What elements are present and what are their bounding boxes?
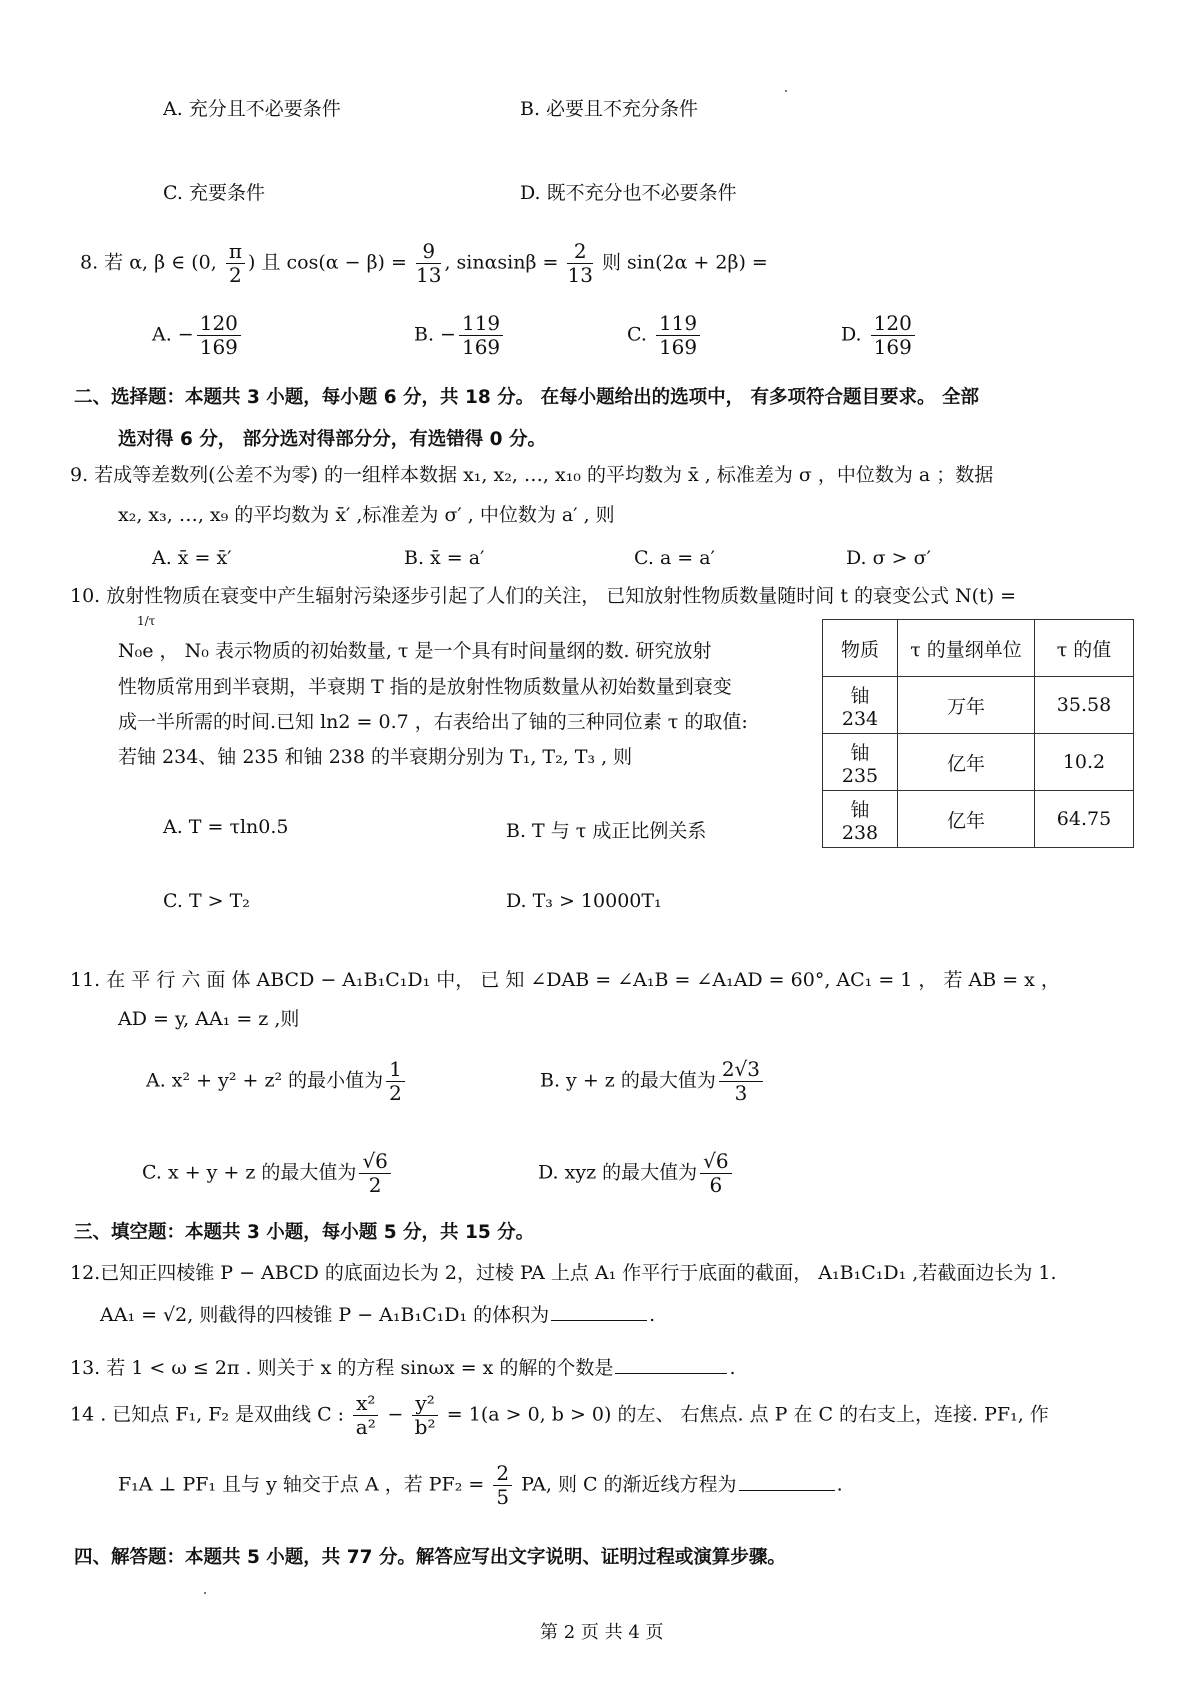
question-10-line5: 若铀 234、铀 235 和铀 238 的半衰期分别为 T₁, T₂, T₃ , 则 bbox=[118, 746, 633, 768]
table-cell: 64.75 bbox=[1035, 791, 1134, 848]
table-cell: 亿年 bbox=[898, 734, 1035, 791]
q9-option-c: C. a = a′ bbox=[634, 547, 715, 569]
pi-over-2: $\frac{\pi}{2}$ bbox=[226, 240, 245, 287]
q7-option-b: B. 必要且不充分条件 bbox=[520, 98, 699, 120]
q8-option-a: A. − $\frac{120}{169}$ bbox=[152, 312, 244, 359]
q11-option-c: C. x + y + z 的最大值为 $\frac{√6}{2}$ bbox=[142, 1150, 394, 1197]
q10-option-c: C. T > T₂ bbox=[163, 890, 250, 912]
q9-option-b: B. x̄ = a′ bbox=[404, 547, 485, 569]
question-10-line1: 10. 放射性物质在衰变中产生辐射污染逐步引起了人们的关注， 已知放射性物质数量随时间 t 的衰变公式 N(t) = bbox=[70, 585, 1017, 607]
scan-speck bbox=[785, 90, 787, 92]
table-cell: 万年 bbox=[898, 677, 1035, 734]
table-header: τ 的值 bbox=[1035, 620, 1134, 677]
answer-blank bbox=[739, 1472, 835, 1491]
q9-option-a: A. x̄ = x̄′ bbox=[152, 547, 232, 569]
section-2-heading-line1: 二、选择题：本题共 3 小题，每小题 6 分，共 18 分。 在每小题给出的选项中， 有多项符合题目要求。 全部 bbox=[74, 387, 979, 408]
fraction-2-13: $\frac{2}{13}$ bbox=[567, 239, 593, 287]
table-cell: 35.58 bbox=[1035, 677, 1134, 734]
table-cell: 亿年 bbox=[898, 791, 1035, 848]
q7-option-c: C. 充要条件 bbox=[163, 182, 265, 204]
table-row bbox=[823, 677, 1134, 734]
table-row bbox=[823, 734, 1134, 791]
table-row bbox=[823, 791, 1134, 848]
question-14-line2: F₁A ⊥ PF₁ 且与 y 轴交于点 A ，若 PF₂ = $\frac{2}{5}$ PA, 则 C 的渐近线方程为 . bbox=[118, 1461, 843, 1509]
q8-option-d: D. $\frac{120}{169}$ bbox=[841, 312, 918, 359]
question-12-line2: AA₁ = √2, 则截得的四棱锥 P − A₁B₁C₁D₁ 的体积为 . bbox=[100, 1304, 656, 1326]
table-cell: 铀 234 bbox=[823, 677, 898, 734]
question-8-stem: 8. 若 α, β ∈ (0, $\frac{\pi}{2}$ ) 且 cos(α − β) = $\frac{9}{13}$ , sinαsinβ = $\frac{2}{13}$ 则 sin(2α + 2β) = bbox=[80, 239, 768, 287]
table-cell: 10.2 bbox=[1035, 734, 1134, 791]
q10-option-a: A. T = τln0.5 bbox=[163, 816, 289, 838]
q10-option-b: B. T 与 τ 成正比例关系 bbox=[506, 820, 707, 842]
question-9-line2: x₂, x₃, …, x₉ 的平均数为 x̄′ ,标准差为 σ′ , 中位数为 a′ , 则 bbox=[118, 504, 615, 526]
page-footer: 第 2 页 共 4 页 bbox=[540, 1622, 664, 1643]
q8-option-c: C. $\frac{119}{169}$ bbox=[627, 312, 703, 359]
question-13: 13. 若 1 < ω ≤ 2π . 则关于 x 的方程 sinωx = x 的解的个数是 . bbox=[70, 1357, 736, 1379]
table-header: τ 的量纲单位 bbox=[898, 620, 1035, 677]
question-9-line1: 9. 若成等差数列(公差不为零) 的一组样本数据 x₁, x₂, …, x₁₀ 的平均数为 x̄ , 标准差为 σ ，中位数为 a ；数据 bbox=[70, 464, 994, 486]
section-4-heading: 四、解答题：本题共 5 小题，共 77 分。解答应写出文字说明、证明过程或演算步骤。 bbox=[74, 1547, 786, 1568]
question-10-line2: N₀e ， N₀ 表示物质的初始数量, τ 是一个具有时间量纲的数. 研究放射 bbox=[118, 640, 712, 662]
fraction-9-13: $\frac{9}{13}$ bbox=[415, 239, 442, 287]
question-12-line1: 12.已知正四棱锥 P − ABCD 的底面边长为 2，过棱 PA 上点 A₁ 作平行于底面的截面， A₁B₁C₁D₁ ,若截面边长为 1. bbox=[70, 1262, 1057, 1284]
table-cell: 铀 238 bbox=[823, 791, 898, 848]
question-14-line1: 14 . 已知点 F₁, F₂ 是双曲线 C : $\frac{\text{x²}}{\text{a²}}$ − $\frac{\text{y²}}{\text{b²}}$ = 1(a > 0, b > 0) 的左、 右焦点. 点 P 在 C 的右支上，连接. PF₁, 作 bbox=[70, 1391, 1049, 1439]
q11-option-a: A. x² + y² + z² 的最小值为 $\frac{1}{2}$ bbox=[146, 1058, 408, 1105]
answer-blank bbox=[615, 1355, 727, 1374]
question-11-line2: AD = y, AA₁ = z ,则 bbox=[118, 1008, 300, 1030]
table-header: 物质 bbox=[823, 620, 898, 677]
table-header-row bbox=[823, 620, 1134, 677]
q10-option-d: D. T₃ > 10000T₁ bbox=[506, 890, 662, 912]
question-11-line1: 11. 在 平 行 六 面 体 ABCD − A₁B₁C₁D₁ 中， 已 知 ∠DAB = ∠A₁B = ∠A₁AD = 60°, AC₁ = 1 ， 若 AB = x ， bbox=[70, 969, 1060, 991]
uranium-tau-table bbox=[822, 619, 1134, 848]
q11-option-d: D. xyz 的最大值为 $\frac{√6}{6}$ bbox=[538, 1150, 735, 1197]
q8-option-b: B. − $\frac{119}{169}$ bbox=[414, 312, 506, 359]
q9-option-d: D. σ > σ′ bbox=[846, 547, 931, 569]
question-10-line3: 性物质常用到半衰期，半衰期 T 指的是放射性物质数量从初始数量到衰变 bbox=[118, 676, 732, 698]
q7-option-d: D. 既不充分也不必要条件 bbox=[520, 182, 737, 204]
q7-option-a: A. 充分且不必要条件 bbox=[163, 98, 341, 120]
decay-exponent: 1/τ bbox=[137, 614, 156, 628]
table-cell: 铀 235 bbox=[823, 734, 898, 791]
answer-blank bbox=[551, 1302, 647, 1321]
scan-speck bbox=[204, 1592, 206, 1594]
question-10-line4: 成一半所需的时间.已知 ln2 = 0.7 ，右表给出了铀的三种同位素 τ 的取值: bbox=[118, 711, 748, 733]
q11-option-b: B. y + z 的最大值为 $\frac{2√3}{3}$ bbox=[540, 1058, 766, 1105]
section-3-heading: 三、填空题：本题共 3 小题，每小题 5 分，共 15 分。 bbox=[74, 1222, 535, 1243]
section-2-heading-line2: 选对得 6 分， 部分选对得部分分，有选错得 0 分。 bbox=[118, 429, 546, 450]
